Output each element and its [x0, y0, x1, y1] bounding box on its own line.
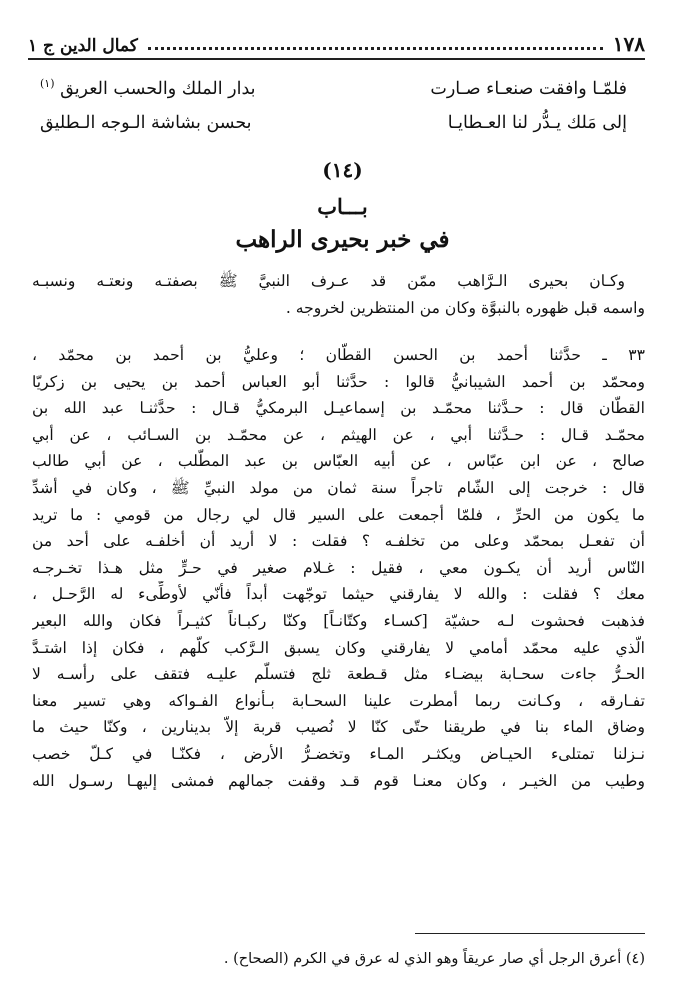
text-line: محمّـد قـال : حـدَّثنا أبي ، عن الهيثم ، عن محمّـد بن السـائب ، عن أبي: [32, 425, 645, 444]
verse-second-hemistich: بحسن بشاشة الـوجه الـطليق: [40, 113, 252, 133]
book-title: كمال الدين ج ١: [28, 36, 138, 56]
footnote: (٤) أعرق الرجل أي صار عريقاً وهو الذي له عرق في الكرم (الصحاح) .: [223, 951, 645, 967]
verse-second-hemistich: بدار الملك والحسب العريق $^{(١)}$: [40, 77, 256, 99]
text-line: ما يكون من الحرِّ ، فلمّا أجمعت على السير قال لي رجال من قومي : ما تريد: [32, 505, 645, 524]
running-header: [28, 30, 645, 56]
text-line: صالح ، عن ابن عبّاس ، عن أبيه العبّاس بن عبد المطّلب ، عن أبي طالب: [32, 452, 645, 471]
text-line: الحـرُّ جاءت سحـابة بيضـاء مثل قـطعة ثلج فتسلّم عليـه فتقف على رأسـه لا: [32, 665, 645, 684]
text-line: واسمه قبل ظهوره بالنبوَّة وكان من المنتظرين لخروجه .: [285, 298, 645, 317]
footnote-marker: (١): [40, 77, 55, 91]
intro-paragraph: [32, 268, 645, 321]
text-line: وضاق الماء بنا في طريقنا حتّى كنّا لا نُصيب قربة إلاّ بدينارين ، وكنّا حيث ما: [32, 718, 645, 737]
text-line: الّذي عليه محمّد أمامي لا يفارقني وكان يسبق الـرَّكب كلّهم ، فكان إذا اشتـدَّ: [32, 638, 645, 657]
text-line: تفـارقه ، وكـانت ربما أمطرت علينا السحـابة بـأنواع الفـواكه وهي تسير معنا: [32, 691, 645, 710]
text-line: وكـان بحيرى الـرَّاهب ممّن قد عـرف النبيَّ ﷺ بصفتـه ونعتـه ونسبـه: [32, 272, 625, 290]
text-line: وطيب من الخيـر ، وكان معنـا قوم قـد وقفت جمالهم فمشى إليهـا رسـول الله: [32, 771, 645, 790]
chapter-heading: بـــاب: [317, 194, 368, 219]
chapter-number: (١٤): [322, 158, 363, 182]
text-line: ٣٣ ـ حدَّثنا أحمد بن الحسن القطّان ؛ وعليُّ بن أحمد بن محمّد ،: [32, 346, 645, 364]
hadith-paragraph: [32, 342, 645, 794]
header-dot-leader: [148, 47, 603, 50]
text-line: ومحمّد بن أحمد الشيبانيُّ قالوا : حدَّثنا أبو العباس أحمد بن يحيى بن زكريّا: [32, 372, 645, 391]
text-line: النّاس أريد أن يكـون معي ، فقيل : غـلام صغير في حـرٍّ مثل هـذا تخـرجـه: [32, 558, 645, 577]
header-rule: [28, 58, 645, 60]
page-number: ١٧٨: [612, 32, 645, 56]
text-line: قال : خرجت إلى الشّام تاجراً سنة ثمان من مولد النبيِّ ﷺ ، وكان في أشدِّ: [32, 478, 645, 497]
verse-line: [40, 106, 627, 140]
verse-line: [40, 72, 627, 106]
verse-first-hemistich: فلمّـا وافقت صنعـاء صـارت: [430, 79, 627, 99]
text-line: معك ؟ فقلت : والله لا يفارقني حيثما توجّهت أبداً فأنّي لأوطِّىء له الرَّحـل ،: [32, 585, 645, 604]
text-line: القطّان قال : حـدَّثنا محمّـد بن إسماعيـل البرمكيُّ قـال : حدَّثنـا عبد الله بن: [32, 399, 645, 418]
poem-verses: [40, 72, 627, 140]
text-line: نـزلنا تمتلىء الحيـاض ويكثـر المـاء وتخضـرُّ الأرض ، فكنّـا في كـلّ خصب: [32, 744, 645, 763]
footnote-rule: [415, 933, 645, 934]
text-line: أن تفعـل بمحمّد وعلى من تخلفـه ؟ فقلت : لا أريد أن أخلفـه على أحد من: [32, 532, 645, 551]
text-line: فذهبت فحشوت لـه حشيّة [كسـاء وكتّانـاً] وكنّا ركبـاناً كثيـراً فكان والله البعير: [32, 611, 645, 630]
verse-first-hemistich: إلى مَلك يـدُّر لنا العـطايـا: [447, 113, 627, 133]
chapter-title: في خبر بحيرى الراهب: [235, 226, 450, 253]
